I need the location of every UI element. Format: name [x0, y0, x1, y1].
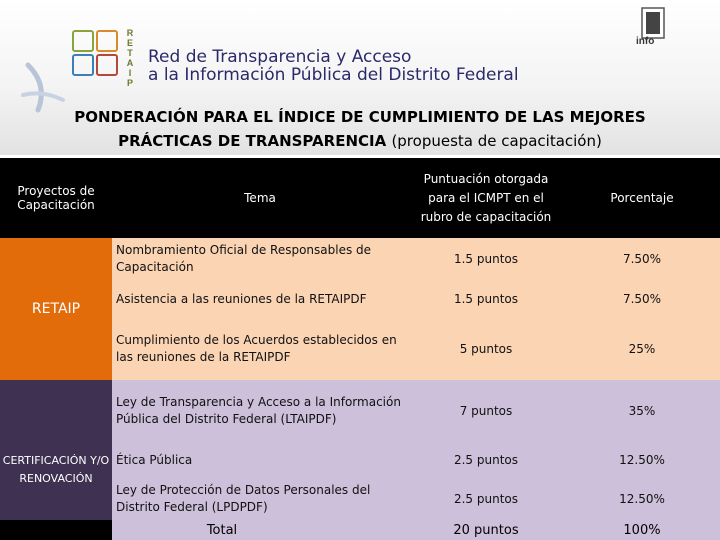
total-gap — [332, 520, 408, 540]
page-title-line1: PONDERACIÓN PARA EL ÍNDICE DE CUMPLIMIENTO DE LAS MEJORES — [74, 108, 646, 126]
group-certificacion: CERTIFICACIÓN Y/O RENOVACIÓN — [0, 380, 112, 520]
retaip-letter: R — [126, 28, 134, 38]
retaip-logo-icon — [72, 30, 118, 76]
title-main: PRÁCTICAS DE TRANSPARENCIA — [118, 132, 387, 150]
page-title-line2 — [0, 132, 720, 150]
group-retaip: RETAIP — [0, 238, 112, 380]
row1-puntos: 1.5 puntos — [408, 238, 564, 280]
row6-tema: Ley de Protección de Datos Personales del Distrito Federal (LPDPDF) — [112, 478, 408, 520]
row2-puntos: 1.5 puntos — [408, 280, 564, 318]
row3-porcentaje: 25% — [564, 318, 720, 380]
header-puntuacion: Puntuación otorgada para el ICMPT en el rubro de capacitación — [408, 158, 564, 238]
title-sub: (propuesta de capacitación) — [391, 132, 602, 150]
total-puntos: 20 puntos — [408, 520, 564, 540]
row5-puntos: 2.5 puntos — [408, 442, 564, 478]
total-label: Total — [112, 520, 332, 540]
retaip-letter: P — [126, 78, 133, 88]
header-proyectos: Proyectos de Capacitación — [0, 158, 112, 238]
row1-tema: Nombramiento Oficial de Responsables de Capacitación — [112, 238, 408, 280]
row3-tema: Cumplimiento de los Acuerdos establecidos en las reuniones de la RETAIPDF — [112, 318, 408, 380]
header-porcentaje: Porcentaje — [564, 158, 720, 238]
retaip-letter: I — [128, 68, 132, 78]
row6-puntos: 2.5 puntos — [408, 478, 564, 520]
retaip-letter: E — [126, 38, 133, 48]
row4-puntos: 7 puntos — [408, 380, 564, 442]
header-tema: Tema — [112, 158, 408, 238]
retaip-letter: T — [127, 48, 133, 58]
row4-tema: Ley de Transparencia y Acceso a la Información Pública del Distrito Federal (LTAIPDF) — [112, 380, 408, 442]
row5-porcentaje: 12.50% — [564, 442, 720, 478]
retaip-vertical-text — [124, 28, 136, 88]
row6-porcentaje: 12.50% — [564, 478, 720, 520]
retaip-letter: A — [126, 58, 134, 68]
row3-puntos: 5 puntos — [408, 318, 564, 380]
row2-porcentaje: 7.50% — [564, 280, 720, 318]
row1-porcentaje: 7.50% — [564, 238, 720, 280]
total-spacer — [0, 520, 112, 540]
row4-porcentaje: 35% — [564, 380, 720, 442]
row2-tema: Asistencia a las reuniones de la RETAIPDF — [112, 280, 408, 318]
org-name-line1: Red de Transparencia y Acceso — [148, 47, 412, 67]
row5-tema: Ética Pública — [112, 442, 408, 478]
info-logo-text: info — [636, 36, 655, 47]
org-name-line2: a la Información Pública del Distrito Federal — [148, 65, 519, 85]
total-porcentaje: 100% — [564, 520, 720, 540]
